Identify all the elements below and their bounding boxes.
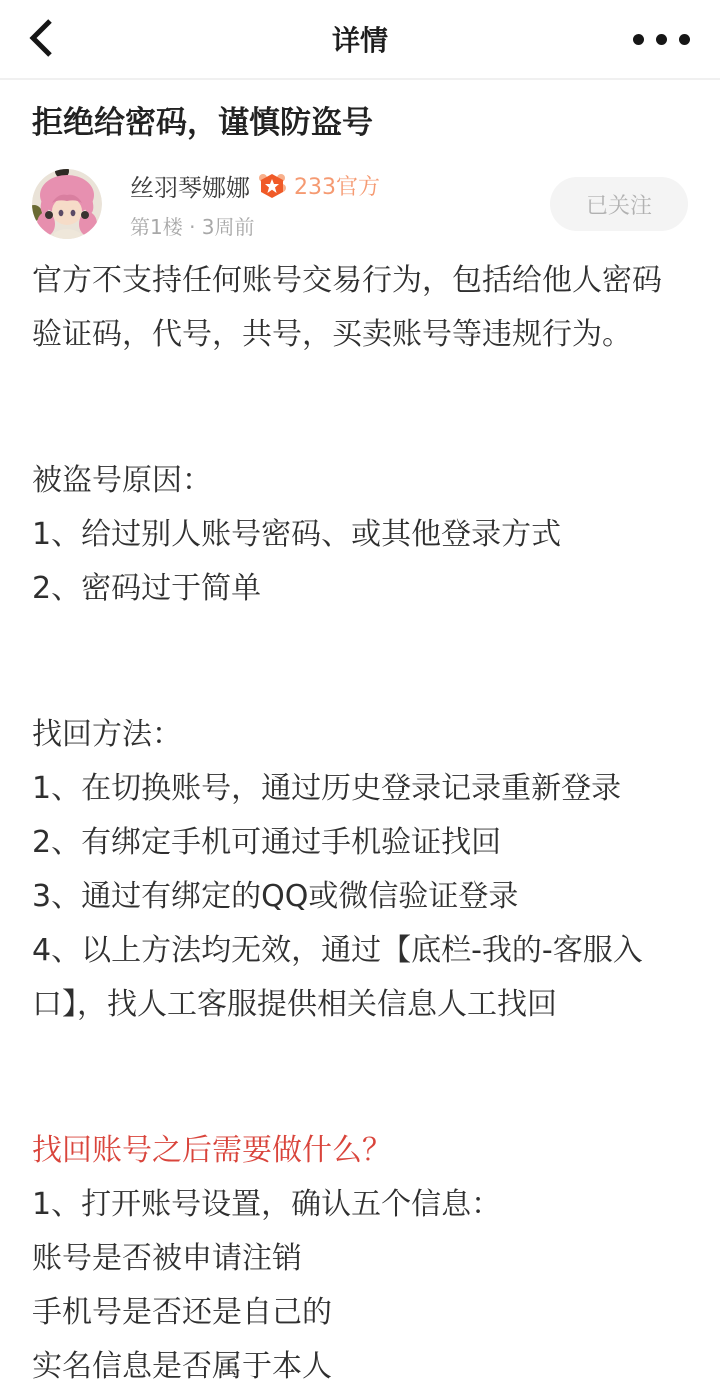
badge-label: 233官方 (294, 175, 380, 200)
body-paragraph: 2、有绑定手机可通过手机验证找回 (32, 825, 502, 860)
follow-button[interactable]: 已关注 (550, 177, 688, 231)
body-paragraph: 手机号是否还是自己的 (32, 1295, 332, 1330)
body-gap (32, 1032, 688, 1124)
page-title: 详情 (331, 24, 388, 57)
body-paragraph: 2、密码过于简单 (32, 571, 262, 606)
body-gap (32, 616, 688, 708)
body-paragraph: 1、给过别人账号密码、或其他登录方式 (32, 517, 562, 552)
chevron-left-icon (28, 17, 54, 62)
more-button[interactable] (631, 28, 692, 51)
post-title: 拒绝给密码，谨慎防盗号 (32, 105, 373, 141)
body-paragraph: 被盗号原因： (32, 463, 212, 498)
author-info (130, 168, 380, 240)
avatar-illustration (32, 169, 102, 239)
floor-and-time: 第1楼 · 3周前 (130, 215, 255, 239)
body-paragraph: 3、通过有绑定的QQ或微信验证登录 (32, 879, 519, 914)
post-body (32, 254, 688, 1394)
body-paragraph: 找回账号之后需要做什么？ (32, 1133, 392, 1168)
body-gap (32, 362, 688, 454)
author-name[interactable]: 丝羽琴娜娜 (130, 174, 250, 202)
post-detail (0, 102, 720, 1394)
ellipsis-icon (633, 34, 644, 45)
author-row (32, 168, 688, 240)
body-paragraph: 官方不支持任何账号交易行为，包括给他人密码验证码，代号，共号，买卖账号等违规行为。 (32, 263, 662, 352)
back-button[interactable] (28, 15, 76, 63)
user-avatar[interactable] (32, 169, 102, 239)
official-star-badge-icon (258, 172, 286, 200)
body-paragraph: 1、在切换账号，通过历史登录记录重新登录 (32, 771, 622, 806)
body-paragraph: 找回方法： (32, 717, 182, 752)
body-paragraph: 账号是否被申请注销 (32, 1241, 302, 1276)
navbar (0, 0, 720, 80)
author-name-line (130, 168, 380, 203)
body-paragraph: 实名信息是否属于本人 (32, 1349, 332, 1384)
body-paragraph: 4、以上方法均无效，通过【底栏-我的-客服入口】，找人工客服提供相关信息人工找回 (32, 933, 643, 1022)
body-paragraph: 1、打开账号设置，确认五个信息： (32, 1187, 502, 1222)
